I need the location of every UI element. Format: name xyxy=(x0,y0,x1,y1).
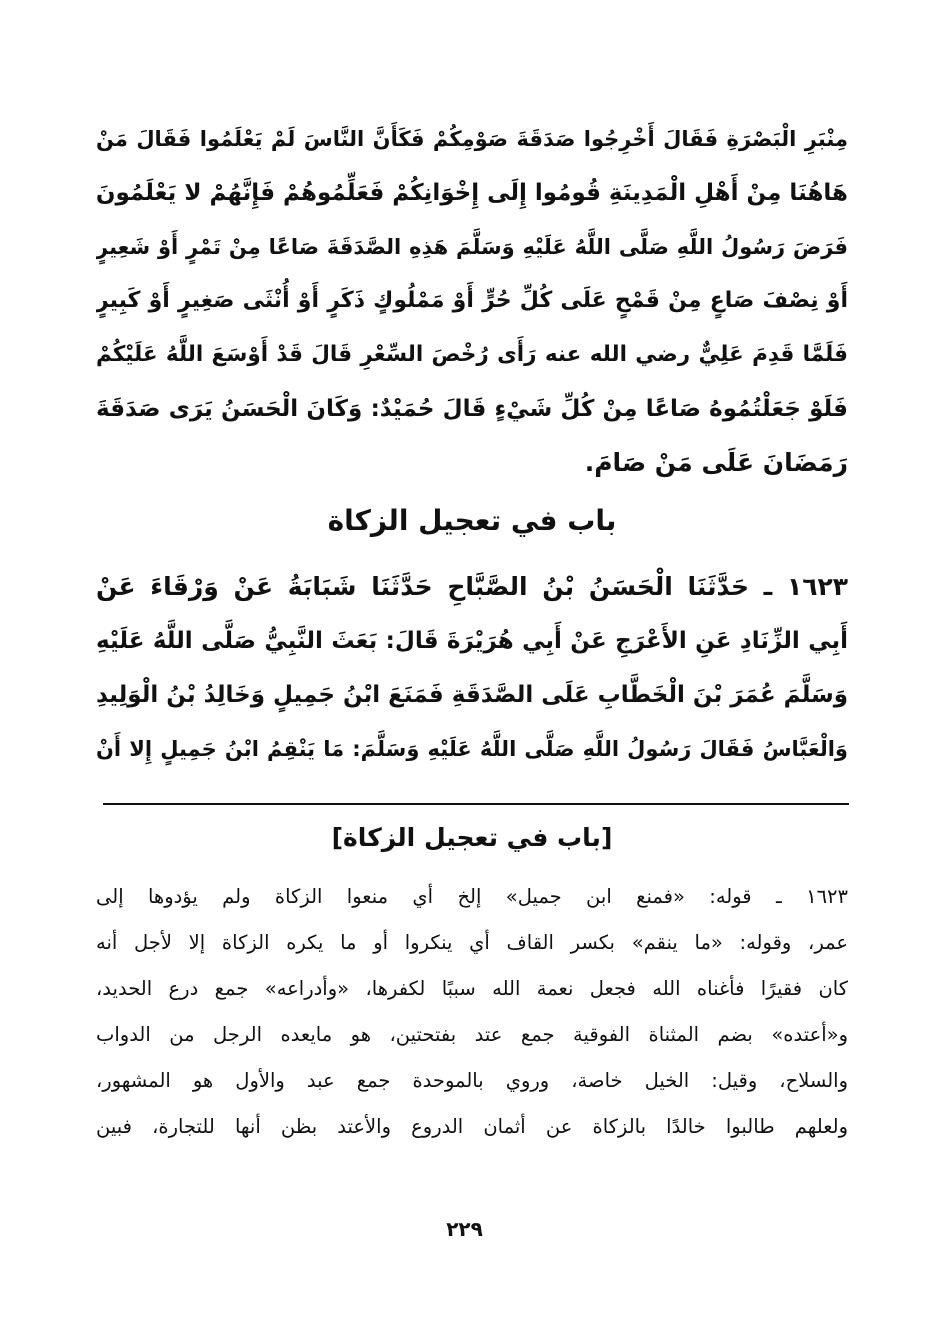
main-text-line: رَمَضَانَ عَلَى مَنْ صَامَ. xyxy=(584,448,848,477)
commentary-line: والسلاح، وقيل: الخيل خاصة، وروي بالموحدة جمع عبد والأول هو المشهور، xyxy=(96,1069,848,1092)
main-text-top xyxy=(96,112,848,490)
commentary-line: كان فقيرًا فأغناه الله فجعل نعمة الله سببًا لكفرها، «وأدراعه» جمع درع الحديد، xyxy=(96,977,848,1000)
footnote-divider xyxy=(103,803,849,805)
hadith-text-line: وَالْعَبَّاسُ فَقَالَ رَسُولُ اللَّهِ صَلَّى اللَّهُ عَلَيْهِ وَسَلَّمَ: مَا يَنْقِمُ ابْنُ جَمِيلٍ إِلا أَنْ xyxy=(96,737,848,761)
main-text-line: أَوْ نِصْفَ صَاعٍ مِنْ قَمْحٍ عَلَى كُلِّ حُرٍّ أَوْ مَمْلُوكٍ ذَكَرٍ أَوْ أُنْثَى صَغِيرٍ أَوْ كَبِيرٍ xyxy=(96,288,848,313)
main-text-line: فَلَوْ جَعَلْتُمُوهُ صَاعًا مِنْ كُلِّ شَيْءٍ قَالَ حُمَيْدٌ: وَكَانَ الْحَسَنُ يَرَى صَدَقَةَ xyxy=(96,396,848,422)
commentary-line: عمر، وقوله: «ما ينقم» بكسر القاف أي ينكروا أو ما يكره الزكاة إلا لأجل أنه xyxy=(96,931,848,954)
main-text-line: مِنْبَرِ الْبَصْرَةِ فَقَالَ أَخْرِجُوا صَدَقَةَ صَوْمِكُمْ فَكَأَنَّ النَّاسَ لَمْ يَعْلَمُوا فَقَالَ مَنْ xyxy=(96,127,848,151)
commentary-line: ١٦٢٣ ـ قوله: «فمنع ابن جميل» إلخ أي منعوا الزكاة ولم يؤدوها إلى xyxy=(96,885,848,908)
hadith-text-line: أَبِي الزِّنَادِ عَنِ الأَعْرَجِ عَنْ أَبِي هُرَيْرَةَ قَالَ: بَعَثَ النَّبِيُّ صَلَّى اللَّهُ عَلَيْهِ xyxy=(96,628,848,654)
main-text-hadith xyxy=(96,560,848,776)
commentary-line: و«أعتده» بضم المثناة الفوقية جمع عتد بفتحتين، هو مايعده الرجل من الدواب xyxy=(96,1023,848,1046)
main-text-line: هَاهُنَا مِنْ أَهْلِ الْمَدِينَةِ قُومُوا إِلَى إِخْوَانِكُمْ فَعَلِّمُوهُمْ فَإِنَّهُمْ لا يَعْلَمُونَ xyxy=(96,180,848,206)
commentary-line: ولعلهم طالبوا خالدًا بالزكاة عن أثمان الدروع والأعتد بظن أنها للتجارة، فبين xyxy=(96,1115,848,1138)
main-text-line: فَرَضَ رَسُولُ اللَّهِ صَلَّى اللَّهُ عَلَيْهِ وَسَلَّمَ هَذِهِ الصَّدَقَةَ صَاعًا مِنْ تَمْرٍ أَوْ شَعِيرٍ xyxy=(96,235,848,259)
chapter-heading: باب في تعجيل الزكاة xyxy=(327,504,617,537)
commentary-text xyxy=(96,874,848,1150)
commentary-heading: [باب في تعجيل الزكاة] xyxy=(331,823,613,852)
page-number: ٢٢٩ xyxy=(446,1217,483,1241)
hadith-text-line: وَسَلَّمَ عُمَرَ بْنَ الْخَطَّابِ عَلَى الصَّدَقَةِ فَمَنَعَ ابْنُ جَمِيلٍ وَخَالِدُ بْنُ الْوَلِيدِ xyxy=(96,682,848,708)
hadith-text-line: ١٦٢٣ ـ حَدَّثَنَا الْحَسَنُ بْنُ الصَّبَّاحِ حَدَّثَنَا شَبَابَةُ عَنْ وَرْقَاءَ عَنْ xyxy=(96,572,848,601)
main-text-line: فَلَمَّا قَدِمَ عَلِيٌّ رضي الله عنه رَأَى رُخْصَ السِّعْرِ قَالَ قَدْ أَوْسَعَ اللَّهُ عَلَيْكُمْ xyxy=(96,342,848,367)
